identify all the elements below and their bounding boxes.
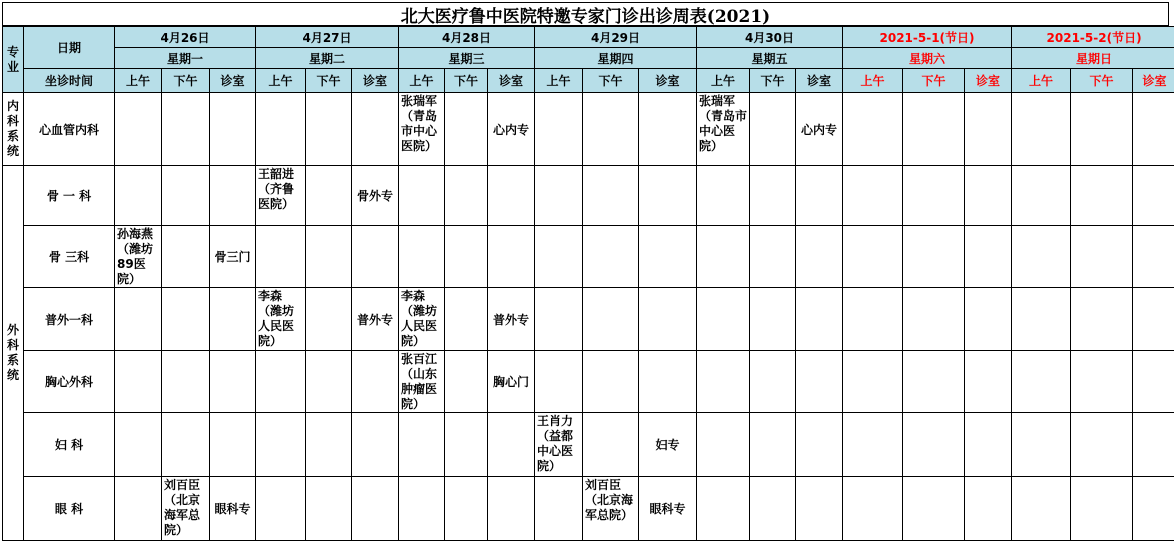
doctor-cell	[115, 351, 162, 413]
doctor-cell	[399, 477, 445, 541]
table-row	[3, 93, 1174, 166]
day-date: 4月30日	[697, 27, 843, 48]
slot-pm: 下午	[445, 69, 488, 93]
doctor-cell	[843, 477, 903, 541]
slot-room: 诊室	[352, 69, 399, 93]
doctor-cell	[1071, 413, 1133, 477]
room-cell	[796, 288, 843, 351]
table-row	[3, 477, 1174, 541]
doctor-cell	[162, 351, 210, 413]
doctor-cell	[697, 288, 750, 351]
doctor-cell: 李森（潍坊人民医院）	[256, 288, 306, 351]
room-cell: 妇专	[639, 413, 697, 477]
sheet-title: 北大医疗鲁中医院特邀专家门诊出诊周表(2021)	[2, 2, 1169, 26]
room-cell	[796, 477, 843, 541]
doctor-cell: 孙海燕（潍坊89医院）	[115, 226, 162, 288]
doctor-cell	[256, 413, 306, 477]
doctor-cell: 李森（潍坊人民医院）	[399, 288, 445, 351]
doctor-cell	[697, 413, 750, 477]
doctor-cell	[1071, 288, 1133, 351]
doctor-cell	[1071, 351, 1133, 413]
doctor-cell	[535, 226, 583, 288]
room-cell	[1133, 93, 1174, 166]
table-row	[3, 288, 1174, 351]
room-cell: 眼科专	[210, 477, 256, 541]
doctor-cell: 王肖力（益都中心医院）	[535, 413, 583, 477]
doctor-cell	[843, 288, 903, 351]
time-header: 坐诊时间	[24, 69, 115, 93]
doctor-cell	[445, 288, 488, 351]
doctor-cell	[445, 226, 488, 288]
doctor-cell	[583, 226, 639, 288]
room-cell	[488, 477, 535, 541]
specialty-header: 专 业	[3, 27, 24, 93]
doctor-cell	[697, 477, 750, 541]
room-cell	[796, 413, 843, 477]
doctor-cell	[445, 477, 488, 541]
slot-pm: 下午	[306, 69, 352, 93]
room-cell: 普外专	[352, 288, 399, 351]
department-name: 骨 三科	[24, 226, 115, 288]
doctor-cell	[445, 93, 488, 166]
doctor-cell	[843, 93, 903, 166]
doctor-cell	[256, 93, 306, 166]
room-cell	[639, 93, 697, 166]
room-cell: 心内专	[796, 93, 843, 166]
doctor-cell	[399, 166, 445, 226]
doctor-cell	[1071, 226, 1133, 288]
slot-room: 诊室	[1133, 69, 1174, 93]
doctor-cell	[306, 477, 352, 541]
room-cell	[965, 226, 1012, 288]
doctor-cell	[750, 477, 796, 541]
doctor-cell	[535, 166, 583, 226]
doctor-cell	[903, 351, 965, 413]
room-cell: 心内专	[488, 93, 535, 166]
department-name: 胸心外科	[24, 351, 115, 413]
slot-am: 上午	[256, 69, 306, 93]
slot-room: 诊室	[796, 69, 843, 93]
doctor-cell	[583, 93, 639, 166]
doctor-cell: 张瑞军（青岛市中心医院）	[399, 93, 445, 166]
room-cell	[1133, 413, 1174, 477]
room-cell	[1133, 166, 1174, 226]
room-cell: 胸心门	[488, 351, 535, 413]
doctor-cell	[1071, 93, 1133, 166]
day-weekday: 星期五	[697, 48, 843, 69]
room-cell	[1133, 351, 1174, 413]
room-cell	[210, 166, 256, 226]
doctor-cell	[583, 413, 639, 477]
doctor-cell	[115, 413, 162, 477]
doctor-cell	[535, 351, 583, 413]
doctor-cell	[256, 477, 306, 541]
slot-pm: 下午	[162, 69, 210, 93]
room-cell: 骨外专	[352, 166, 399, 226]
doctor-cell	[583, 351, 639, 413]
doctor-cell	[162, 413, 210, 477]
doctor-cell	[750, 166, 796, 226]
day-date: 2021-5-1(节日)	[843, 27, 1012, 48]
room-cell: 骨三门	[210, 226, 256, 288]
doctor-cell	[750, 413, 796, 477]
slot-am: 上午	[535, 69, 583, 93]
doctor-cell	[903, 477, 965, 541]
doctor-cell: 王韶进（齐鲁医院）	[256, 166, 306, 226]
doctor-cell	[306, 226, 352, 288]
room-cell	[352, 226, 399, 288]
room-cell	[965, 413, 1012, 477]
room-cell	[352, 93, 399, 166]
doctor-cell	[750, 288, 796, 351]
doctor-cell	[535, 93, 583, 166]
doctor-cell	[256, 226, 306, 288]
room-cell	[210, 351, 256, 413]
slot-am: 上午	[697, 69, 750, 93]
slot-room: 诊室	[488, 69, 535, 93]
doctor-cell	[1012, 93, 1071, 166]
slot-am: 上午	[843, 69, 903, 93]
department-name: 心血管内科	[24, 93, 115, 166]
slot-pm: 下午	[1071, 69, 1133, 93]
room-cell	[1133, 477, 1174, 541]
day-date: 4月29日	[535, 27, 697, 48]
doctor-cell	[162, 166, 210, 226]
doctor-cell	[697, 226, 750, 288]
doctor-cell	[903, 226, 965, 288]
day-weekday: 星期四	[535, 48, 697, 69]
doctor-cell	[115, 477, 162, 541]
day-weekday: 星期三	[399, 48, 535, 69]
doctor-cell	[750, 351, 796, 413]
doctor-cell	[306, 93, 352, 166]
doctor-cell	[843, 226, 903, 288]
department-name: 普外一科	[24, 288, 115, 351]
room-cell	[965, 288, 1012, 351]
room-cell	[796, 226, 843, 288]
doctor-cell	[1071, 166, 1133, 226]
slot-am: 上午	[115, 69, 162, 93]
doctor-cell	[535, 288, 583, 351]
doctor-cell	[1071, 477, 1133, 541]
room-cell	[210, 288, 256, 351]
doctor-cell	[399, 226, 445, 288]
doctor-cell	[306, 166, 352, 226]
doctor-cell	[750, 226, 796, 288]
room-cell	[796, 351, 843, 413]
doctor-cell	[583, 166, 639, 226]
day-date: 4月27日	[256, 27, 399, 48]
slot-am: 上午	[399, 69, 445, 93]
doctor-cell	[697, 166, 750, 226]
day-weekday: 星期二	[256, 48, 399, 69]
day-weekday: 星期一	[115, 48, 256, 69]
doctor-cell	[115, 288, 162, 351]
doctor-cell	[256, 351, 306, 413]
doctor-cell: 刘百臣（北京海军总院）	[162, 477, 210, 541]
room-cell	[965, 93, 1012, 166]
doctor-cell	[903, 93, 965, 166]
room-cell	[965, 166, 1012, 226]
doctor-cell	[1012, 166, 1071, 226]
doctor-cell: 张百江（山东肿瘤医院）	[399, 351, 445, 413]
room-cell	[1133, 288, 1174, 351]
day-date: 2021-5-2(节日)	[1012, 27, 1174, 48]
doctor-cell	[1012, 413, 1071, 477]
room-cell: 眼科专	[639, 477, 697, 541]
room-cell	[639, 288, 697, 351]
doctor-cell	[535, 477, 583, 541]
slot-pm: 下午	[750, 69, 796, 93]
date-header: 日期	[24, 27, 115, 69]
doctor-cell: 刘百臣（北京海军总院）	[583, 477, 639, 541]
doctor-cell	[903, 413, 965, 477]
room-cell	[796, 166, 843, 226]
department-name: 眼 科	[24, 477, 115, 541]
slot-room: 诊室	[210, 69, 256, 93]
table-row	[3, 351, 1174, 413]
doctor-cell	[115, 93, 162, 166]
doctor-cell	[903, 288, 965, 351]
doctor-cell	[1012, 226, 1071, 288]
department-name: 骨 一 科	[24, 166, 115, 226]
doctor-cell	[445, 166, 488, 226]
room-cell	[352, 351, 399, 413]
doctor-cell	[399, 413, 445, 477]
room-cell	[352, 413, 399, 477]
room-cell	[352, 477, 399, 541]
doctor-cell	[445, 351, 488, 413]
doctor-cell	[306, 351, 352, 413]
room-cell	[488, 413, 535, 477]
doctor-cell	[1012, 288, 1071, 351]
room-cell	[488, 166, 535, 226]
slot-room: 诊室	[639, 69, 697, 93]
department-name: 妇 科	[24, 413, 115, 477]
doctor-cell	[903, 166, 965, 226]
table-row	[3, 226, 1174, 288]
doctor-cell	[843, 413, 903, 477]
day-date: 4月26日	[115, 27, 256, 48]
room-cell	[210, 413, 256, 477]
system-surgical: 外 科 系 统	[3, 166, 24, 541]
doctor-cell	[843, 351, 903, 413]
slot-room: 诊室	[965, 69, 1012, 93]
doctor-cell	[115, 166, 162, 226]
doctor-cell	[1012, 477, 1071, 541]
doctor-cell	[306, 413, 352, 477]
doctor-cell: 张瑞军（青岛市中心医院）	[697, 93, 750, 166]
doctor-cell	[445, 413, 488, 477]
room-cell	[639, 351, 697, 413]
doctor-cell	[162, 226, 210, 288]
doctor-cell	[162, 93, 210, 166]
room-cell: 普外专	[488, 288, 535, 351]
day-date: 4月28日	[399, 27, 535, 48]
slot-pm: 下午	[903, 69, 965, 93]
doctor-cell	[583, 288, 639, 351]
room-cell	[639, 166, 697, 226]
table-row	[3, 166, 1174, 226]
room-cell	[639, 226, 697, 288]
room-cell	[1133, 226, 1174, 288]
schedule-table	[2, 26, 1174, 541]
doctor-cell	[306, 288, 352, 351]
slot-pm: 下午	[583, 69, 639, 93]
day-weekday: 星期六	[843, 48, 1012, 69]
room-cell	[488, 226, 535, 288]
doctor-cell	[750, 93, 796, 166]
day-weekday: 星期日	[1012, 48, 1174, 69]
doctor-cell	[843, 166, 903, 226]
doctor-cell	[1012, 351, 1071, 413]
doctor-cell	[697, 351, 750, 413]
slot-am: 上午	[1012, 69, 1071, 93]
room-cell	[965, 351, 1012, 413]
system-internal: 内 科 系 统	[3, 93, 24, 166]
doctor-cell	[162, 288, 210, 351]
table-row	[3, 413, 1174, 477]
room-cell	[965, 477, 1012, 541]
room-cell	[210, 93, 256, 166]
